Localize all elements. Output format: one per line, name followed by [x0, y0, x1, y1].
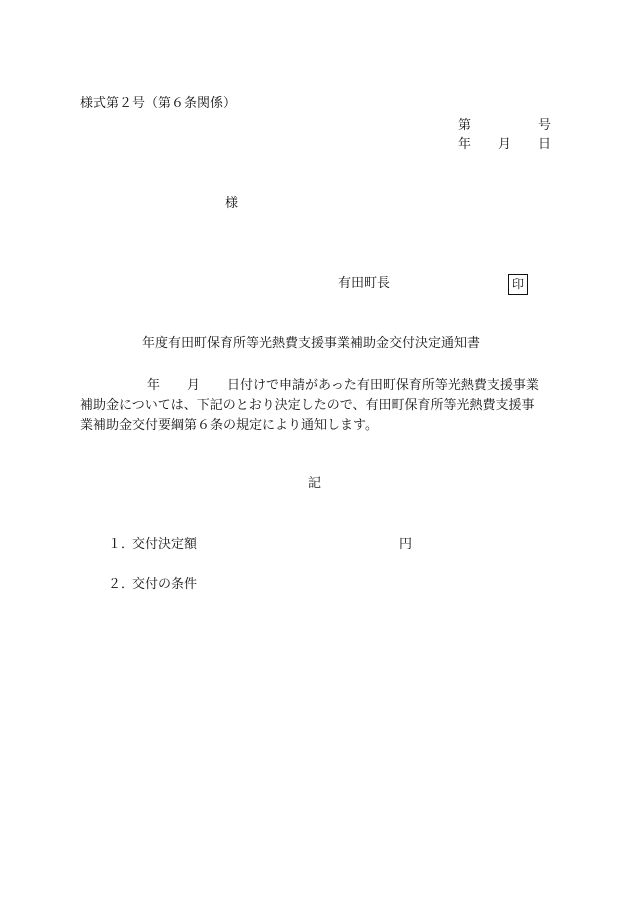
recipient-suffix: 様	[225, 196, 239, 211]
item-2-number: ２．	[108, 577, 135, 592]
item-2-label: 交付の条件	[132, 577, 198, 592]
doc-number-prefix: 第	[458, 118, 472, 133]
doc-number-suffix: 号	[538, 118, 552, 133]
body-line-1	[80, 376, 560, 396]
body-line-1-rest: 日付けで申請があった有田町保育所等光熱費支援事業	[227, 378, 539, 393]
body-line-2: 補助金については、下記のとおり決定したので、有田町保育所等光熱費支援事	[80, 398, 535, 413]
body-line-1-month: 月	[187, 378, 201, 393]
body-line-1-year: 年	[147, 378, 161, 393]
issuer-title: 有田町長	[338, 276, 391, 291]
item-1-unit: 円	[399, 537, 413, 552]
doc-title: 年度有田町保育所等光熱費支援事業補助金交付決定通知書	[142, 336, 481, 351]
date-day: 日	[538, 137, 552, 152]
ki-heading: 記	[308, 476, 322, 491]
body-paragraph	[80, 376, 560, 436]
seal-mark: 印	[508, 274, 528, 295]
form-label: 様式第２号（第６条関係）	[80, 96, 237, 111]
date-month: 月	[498, 137, 512, 152]
item-1-number: １．	[108, 537, 135, 552]
body-line-3: 業補助金交付要綱第６条の規定により通知します。	[80, 418, 378, 433]
date-year: 年	[458, 137, 472, 152]
item-1-label: 交付決定額	[132, 537, 198, 552]
